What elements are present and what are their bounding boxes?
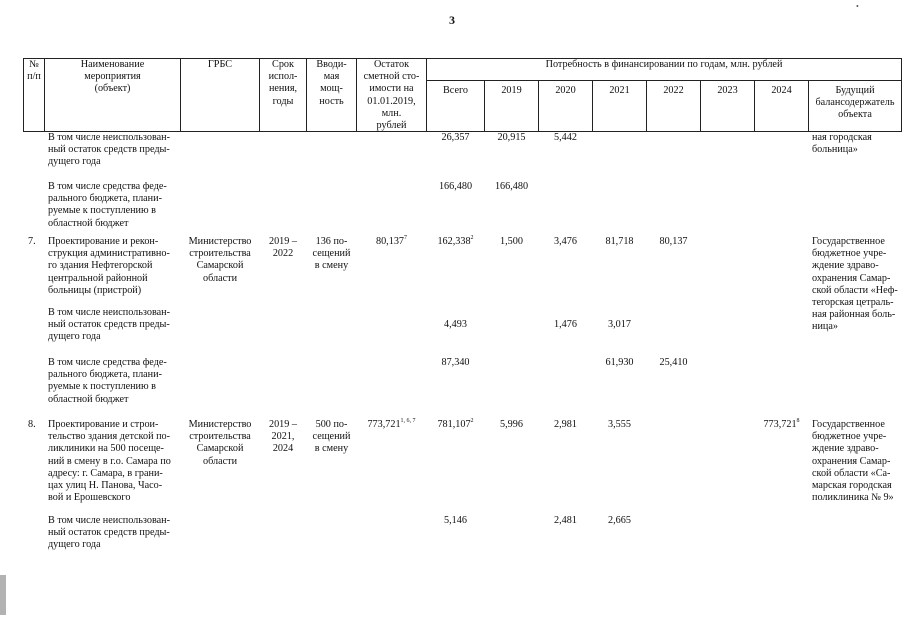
- col-rule: [901, 58, 902, 132]
- row-2020: 2,981: [554, 419, 577, 430]
- row-name: Проектирование и рекон- струкция административно- го здания Нефтегорской центральной районной больницы (пристрой): [48, 236, 170, 296]
- header-col-grbs: ГРБС: [207, 59, 233, 70]
- footnote-ref: 2: [470, 235, 474, 241]
- header-col-name: Наименование мероприятия (объект): [80, 59, 145, 95]
- header-col-total: Всего: [443, 85, 468, 96]
- footnote-ref: 7: [404, 235, 407, 241]
- row-power: 136 по- сещений в смену: [312, 236, 351, 272]
- row-2019: 5,996: [500, 419, 523, 430]
- row-2020: 1,476: [554, 319, 577, 330]
- row-total: [427, 419, 484, 431]
- header-col-need: Потребность в финансировании по годам, млн. рублей: [545, 59, 783, 70]
- row-power: 500 по- сещений в смену: [312, 419, 351, 455]
- page-number: 3: [449, 13, 455, 27]
- header-year-2020: 2020: [555, 85, 576, 96]
- row-2020: 3,476: [554, 236, 577, 247]
- row-term: 2019 – 2022: [268, 236, 297, 260]
- row-name: В том числе средства феде- рального бюджета, плани- руемые к поступлению в областной бюджет: [48, 357, 167, 405]
- row-2022: 25,410: [659, 357, 688, 368]
- header-col-power: Вводи- мая мощ- ность: [316, 59, 347, 107]
- row-name: В том числе неиспользован- ный остаток средств преды- дущего года: [48, 515, 170, 551]
- row-holder: Государственное бюджетное учре- ждение здраво- охранения Самар- ской области «Неф- тегорская цетраль- ная районная боль- ница»: [812, 236, 898, 333]
- header-year-2021: 2021: [609, 85, 630, 96]
- row-total: 4,493: [444, 319, 467, 330]
- row-holder: ная городская больница»: [812, 132, 872, 156]
- row-name: В том числе средства феде- рального бюджета, плани- руемые к поступлению в областной бюджет: [48, 181, 167, 229]
- row-2024-value: 773,721: [763, 419, 797, 430]
- years-subheader-rule: [426, 80, 902, 81]
- row-remainder: [357, 419, 426, 431]
- row-total: 166,480: [438, 181, 473, 192]
- row-term: 2019 – 2021, 2024: [268, 419, 297, 455]
- row-grbs: Министерство строительства Самарской области: [188, 419, 252, 467]
- header-col-term: Срок испол- нения, годы: [268, 59, 298, 107]
- footnote-ref: 8: [796, 418, 800, 424]
- scan-speck: •: [856, 2, 859, 11]
- row-2019: 20,915: [497, 132, 526, 143]
- row-2019: 1,500: [500, 236, 523, 247]
- row-grbs: Министерство строительства Самарской области: [188, 236, 252, 284]
- row-total: 26,357: [441, 132, 470, 143]
- header-col-holder: Будущий балансодержатель объекта: [815, 85, 895, 121]
- row-holder: Государственное бюджетное учре- ждение здраво- охранения Самар- ской области «Са- марская городская поликлиника № 9»: [812, 419, 894, 504]
- row-total: [427, 236, 484, 248]
- row-total: 87,340: [441, 357, 470, 368]
- row-2020: 2,481: [554, 515, 577, 526]
- scan-edge-artifact: [0, 575, 6, 615]
- footnote-ref: 1, 6, 7: [400, 418, 416, 424]
- financing-table: [23, 58, 902, 618]
- row-2021: 3,555: [608, 419, 631, 430]
- header-year-2022: 2022: [663, 85, 684, 96]
- row-2021: 61,930: [605, 357, 634, 368]
- row-2021: 2,665: [608, 515, 631, 526]
- row-2022: 80,137: [659, 236, 688, 247]
- header-col-no: № п/п: [27, 59, 41, 83]
- row-remainder: [357, 236, 426, 248]
- header-year-2023: 2023: [717, 85, 738, 96]
- row-name: Проектирование и строи- тельство здания детской по- ликлиники на 500 посеще- ний в смену в г.о. Самара по адресу: г. Самара, в грани- цах улиц Н. Панова, Часо- вой и Ерошевского: [48, 419, 171, 504]
- row-number: 7.: [28, 236, 36, 247]
- row-2024: [755, 419, 808, 431]
- row-2021: 3,017: [608, 319, 631, 330]
- row-total-value: 162,338: [437, 236, 471, 247]
- row-number: 8.: [28, 419, 36, 430]
- header-year-2019: 2019: [501, 85, 522, 96]
- footnote-ref: 2: [470, 418, 474, 424]
- header-year-2024: 2024: [771, 85, 792, 96]
- row-name: В том числе неиспользован- ный остаток средств преды- дущего года: [48, 307, 170, 343]
- header-col-remainder: Остаток сметной сто- имости на 01.01.2019, млн. рублей: [363, 59, 420, 132]
- row-2019: 166,480: [494, 181, 529, 192]
- row-total: 5,146: [444, 515, 467, 526]
- row-total-value: 781,107: [437, 419, 471, 430]
- row-remainder-value: 80,137: [375, 236, 404, 247]
- row-name: В том числе неиспользован- ный остаток средств преды- дущего года: [48, 132, 170, 168]
- row-2020: 5,442: [554, 132, 577, 143]
- row-remainder-value: 773,721: [367, 419, 401, 430]
- row-2021: 81,718: [605, 236, 634, 247]
